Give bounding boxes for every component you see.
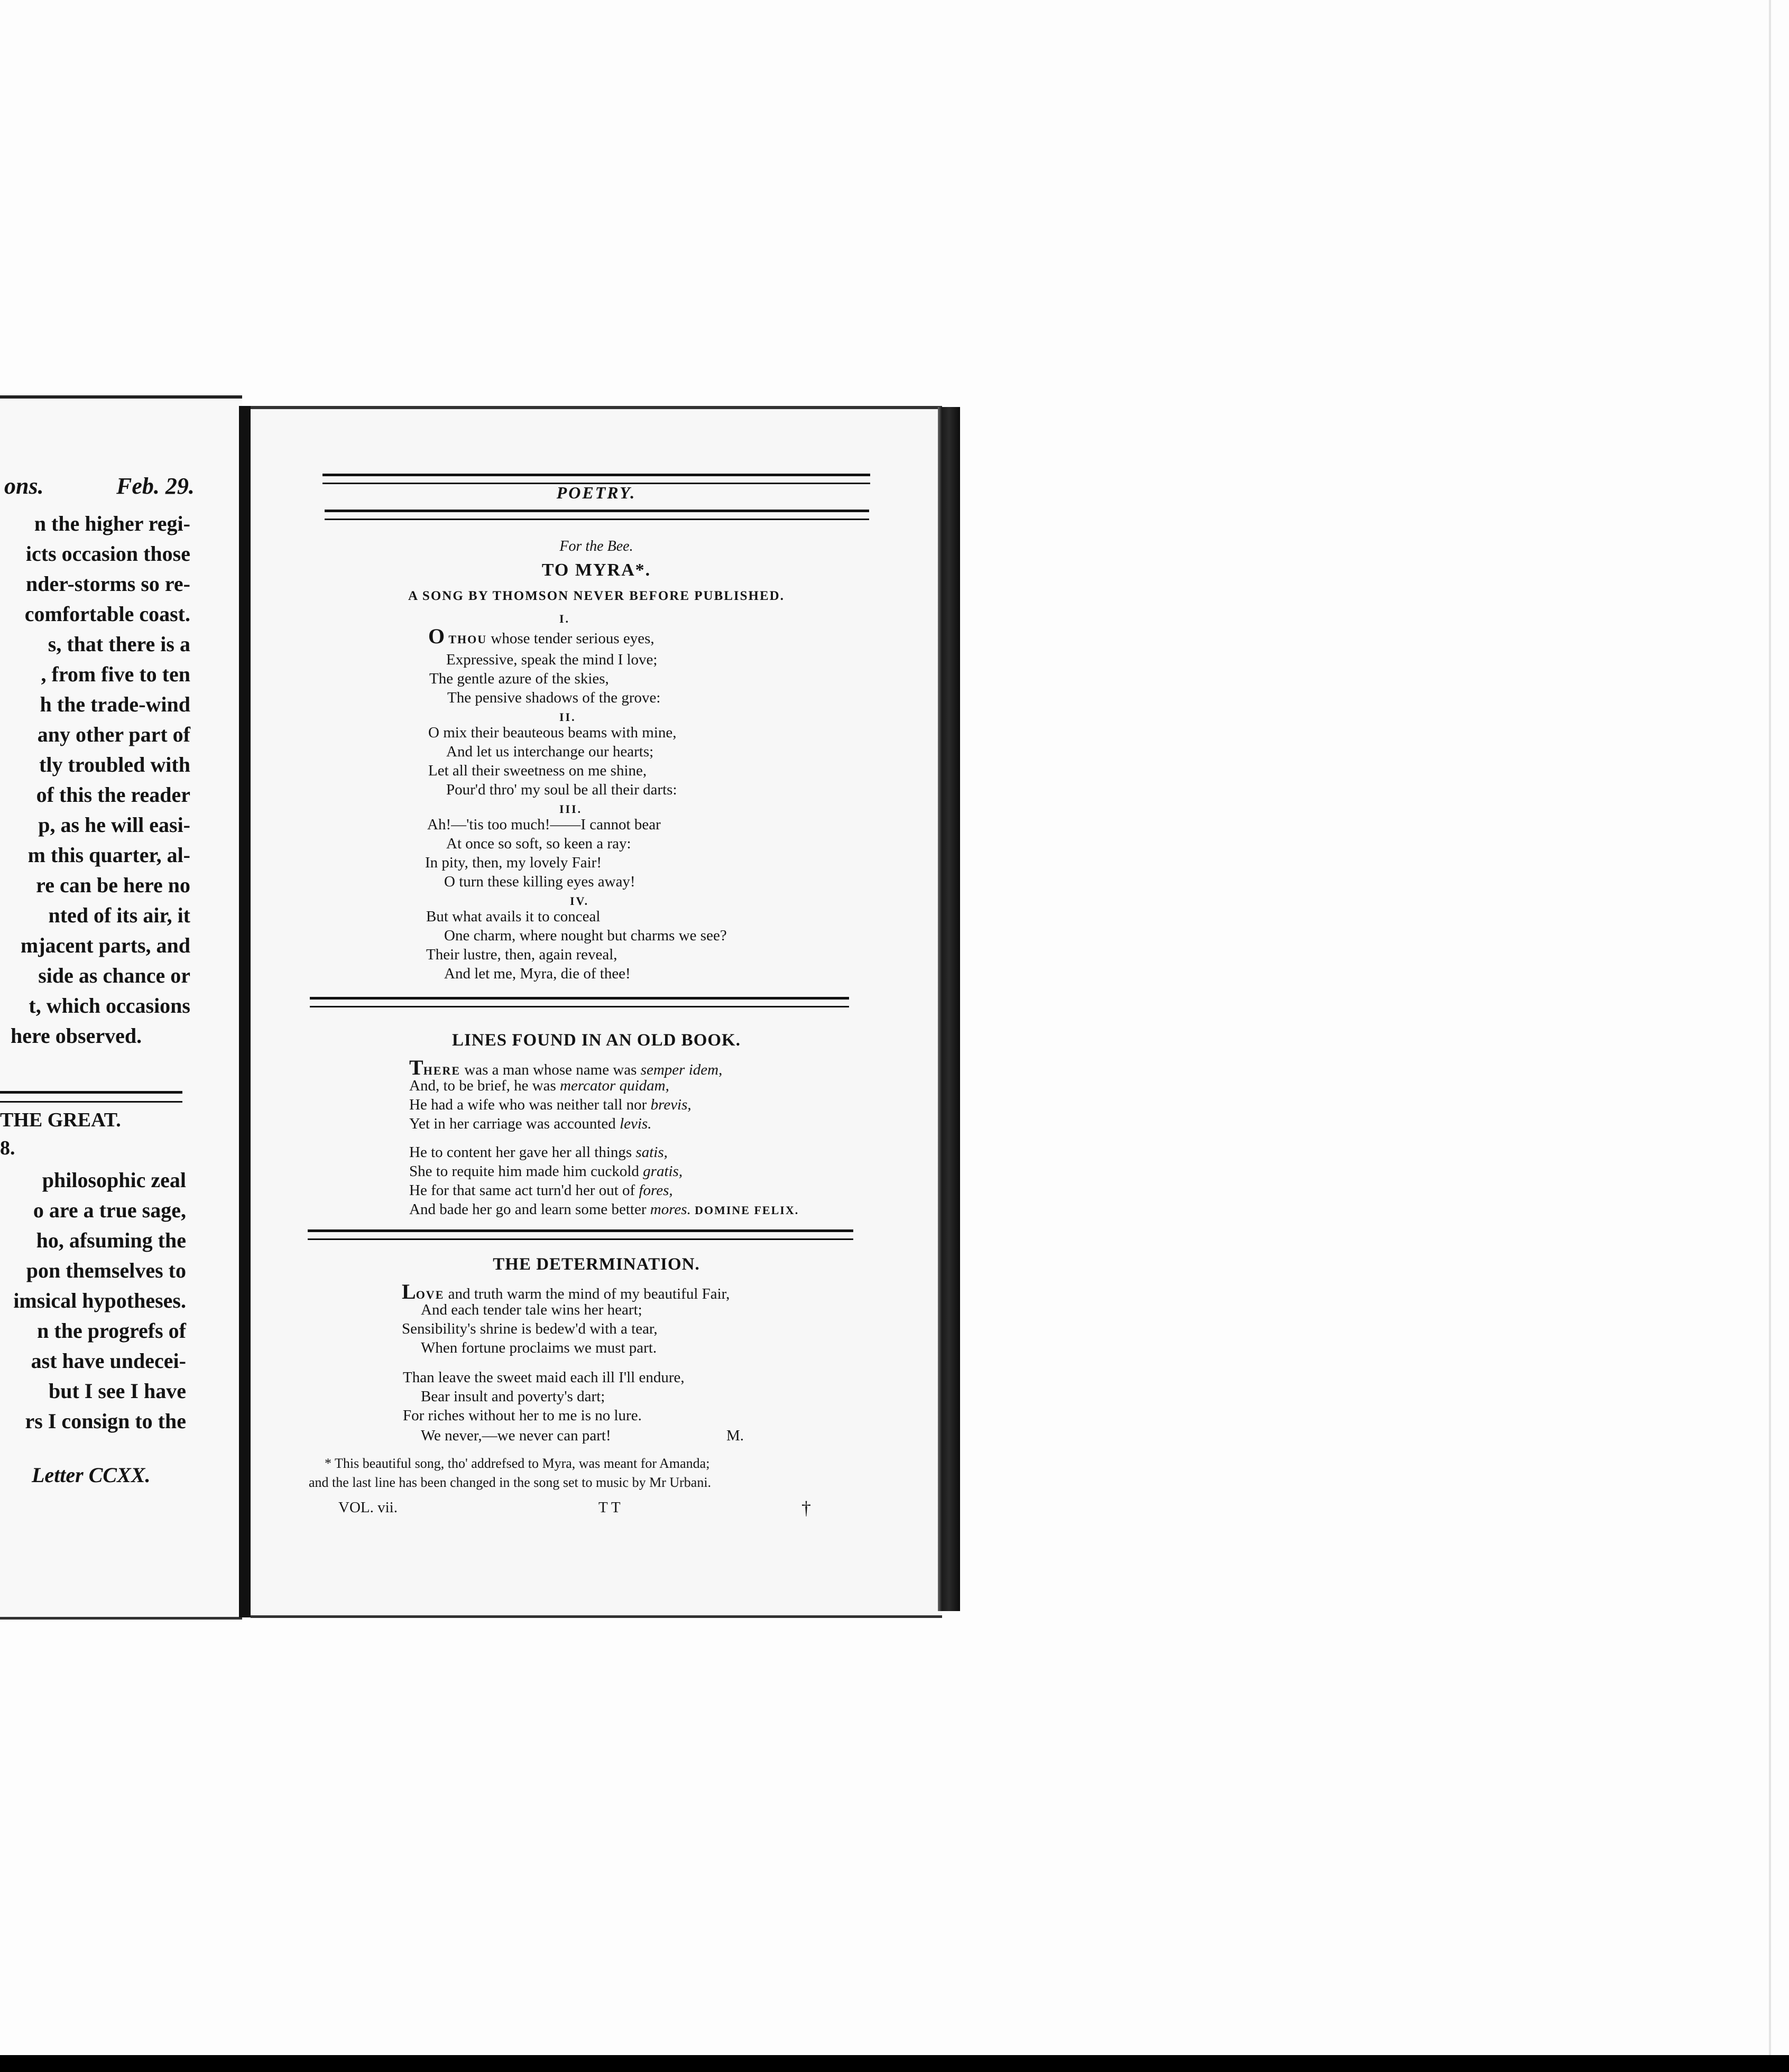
verse-line: When fortune proclaims we must part. — [421, 1339, 657, 1356]
stanza-numeral: III. — [559, 802, 583, 816]
section-divider — [310, 997, 849, 1007]
verse-line — [409, 1201, 799, 1218]
verse-line: For riches without her to me is no lure. — [403, 1407, 642, 1424]
poem-title: LINES FOUND IN AN OLD BOOK. — [452, 1031, 741, 1050]
latin-word: mercator quidam, — [560, 1077, 669, 1094]
drop-cap: L — [402, 1280, 416, 1303]
left-header-date: Feb. 29. — [116, 473, 195, 499]
verse-text: and truth warm the mind of my beautiful Fair, — [448, 1285, 730, 1302]
section-divider — [0, 1091, 182, 1103]
poem-subtitle: A SONG BY THOMSON NEVER BEFORE PUBLISHED. — [408, 589, 785, 603]
poem-title: TO MYRA*. — [541, 560, 651, 580]
verse-line: Let all their sweetness on me shine, — [428, 762, 647, 779]
footnote: * This beautiful song, tho' addrefsed to Myra, was meant for Amanda; — [325, 1456, 710, 1471]
verse-text: whose tender serious eyes, — [491, 630, 654, 647]
verse-line — [402, 1279, 730, 1304]
latin-word: mores. — [650, 1201, 691, 1218]
volume-number: VOL. vii. — [338, 1499, 398, 1516]
verse-line: One charm, where nought but charms we see? — [444, 927, 727, 944]
text-line: pon themselves to — [26, 1259, 186, 1282]
verse-text: She to requite him made him cuckold — [409, 1163, 639, 1180]
verse-line — [409, 1055, 722, 1080]
page-edge-stack — [938, 407, 960, 1611]
text-line: nder-storms so re- — [25, 572, 190, 596]
verse-text: And bade her go and learn some better — [409, 1201, 647, 1218]
text-line: but I see I have — [48, 1379, 186, 1403]
poem-signature: M. — [726, 1427, 744, 1444]
stanza-numeral: II. — [559, 710, 576, 724]
text-line: rs I consign to the — [25, 1409, 186, 1433]
small-caps-word: THOU — [448, 633, 487, 646]
book-gutter — [239, 406, 251, 1617]
text-line: philosophic zeal — [42, 1168, 186, 1192]
left-page-text — [0, 508, 190, 1051]
poem-signature: DOMINE FELIX. — [695, 1204, 799, 1217]
letter-signature: Letter CCXX. — [32, 1463, 151, 1487]
text-line: mjacent parts, and — [20, 933, 190, 957]
text-line: ho, afsuming the — [36, 1228, 186, 1252]
text-line: here observed. — [11, 1024, 142, 1048]
verse-line: At once so soft, so keen a ray: — [446, 835, 631, 852]
verse-line: Expressive, speak the mind I love; — [446, 651, 658, 668]
text-line: of this the reader — [36, 783, 190, 807]
verse-line: And let me, Myra, die of thee! — [444, 965, 631, 982]
verse-line — [409, 1163, 683, 1180]
poem-title: THE DETERMINATION. — [493, 1255, 700, 1274]
header-rule-top — [322, 474, 870, 484]
latin-word: satis, — [635, 1144, 668, 1161]
verse-line: The pensive shadows of the grove: — [447, 689, 661, 706]
text-line: m this quarter, al- — [27, 843, 190, 867]
text-line: icts occasion those — [25, 542, 190, 566]
section-heading: THE GREAT. — [0, 1109, 121, 1131]
text-line: n the higher regi- — [34, 512, 190, 535]
text-line: re can be here no — [36, 873, 190, 897]
verse-text: Yet in her carriage was accounted — [409, 1115, 616, 1132]
text-line: comfortable coast. — [24, 602, 190, 626]
verse-line — [409, 1115, 651, 1133]
latin-word: fores, — [639, 1182, 673, 1199]
small-caps-word: OVE — [416, 1288, 445, 1301]
latin-word: gratis, — [643, 1163, 683, 1180]
verse-text: He for that same act turn'd her out of — [409, 1182, 635, 1199]
latin-word: semper idem, — [640, 1061, 723, 1078]
left-page — [0, 395, 242, 1620]
verse-line: O mix their beauteous beams with mine, — [428, 724, 677, 741]
verse-text: He had a wife who was neither tall nor — [409, 1096, 647, 1113]
text-line: s, that there is a — [48, 632, 190, 656]
stanza-numeral: I. — [559, 612, 570, 625]
verse-line: Pour'd thro' my soul be all their darts: — [446, 781, 677, 798]
latin-word: levis. — [620, 1115, 652, 1132]
text-line: p, as he will easi- — [38, 813, 190, 837]
verse-line: And each tender tale wins her heart; — [421, 1301, 642, 1318]
text-line: ast have undecei- — [31, 1349, 186, 1373]
text-line: side as chance or — [38, 964, 190, 987]
small-caps-word: HERE — [423, 1064, 461, 1077]
latin-word: brevis, — [650, 1096, 691, 1113]
text-line: o are a true sage, — [33, 1198, 186, 1222]
verse-line: Ah!—'tis too much!——I cannot bear — [427, 816, 661, 833]
verse-line: Their lustre, then, again reveal, — [426, 946, 617, 963]
dagger-mark: † — [801, 1497, 811, 1519]
source-credit: For the Bee. — [559, 538, 633, 554]
left-header-title: ons. — [4, 473, 44, 499]
verse-line: We never,—we never can part! — [421, 1427, 611, 1444]
verse-line: Sensibility's shrine is bedew'd with a tear, — [402, 1320, 658, 1337]
verse-text: was a man whose name was — [464, 1061, 637, 1078]
right-page — [251, 406, 942, 1618]
verse-line — [409, 1182, 673, 1199]
verse-line: The gentle azure of the skies, — [429, 670, 609, 687]
text-line: nted of its air, it — [48, 903, 190, 927]
verse-line: But what avails it to conceal — [426, 908, 601, 925]
verse-line: Bear insult and poverty's dart; — [421, 1388, 605, 1405]
section-subheading: 8. — [0, 1137, 15, 1159]
text-line: , from five to ten — [41, 662, 190, 686]
verse-line: O turn these killing eyes away! — [444, 873, 635, 890]
verse-text: He to content her gave her all things — [409, 1144, 632, 1161]
header-rule-bottom — [325, 510, 869, 520]
stanza-numeral: IV. — [570, 894, 589, 908]
verse-line: In pity, then, my lovely Fair! — [425, 854, 602, 871]
text-line: imsical hypotheses. — [13, 1289, 186, 1312]
verse-line — [409, 1144, 668, 1161]
scan-edge — [1769, 0, 1771, 2055]
verse-line: Than leave the sweet maid each ill I'll endure, — [403, 1369, 685, 1386]
footnote: and the last line has been changed in the song set to music by Mr Urbani. — [309, 1475, 712, 1490]
text-line: tly troubled with — [39, 753, 190, 776]
text-line: t, which occasions — [29, 994, 190, 1018]
verse-line — [409, 1077, 669, 1095]
verse-text: And, to be brief, he was — [409, 1077, 556, 1094]
running-head: POETRY. — [556, 483, 637, 502]
section-divider — [308, 1229, 853, 1240]
signature-mark: T T — [598, 1499, 621, 1516]
left-page-text-2 — [0, 1165, 186, 1436]
verse-line — [409, 1096, 691, 1114]
scan-bottom-border — [0, 2055, 1789, 2072]
verse-line — [428, 624, 654, 649]
drop-cap: T — [409, 1056, 423, 1079]
text-line: n the progrefs of — [37, 1319, 186, 1343]
text-line: any other part of — [37, 723, 190, 746]
drop-cap: O — [428, 624, 445, 648]
verse-line: And let us interchange our hearts; — [446, 743, 654, 760]
text-line: h the trade-wind — [40, 692, 190, 716]
